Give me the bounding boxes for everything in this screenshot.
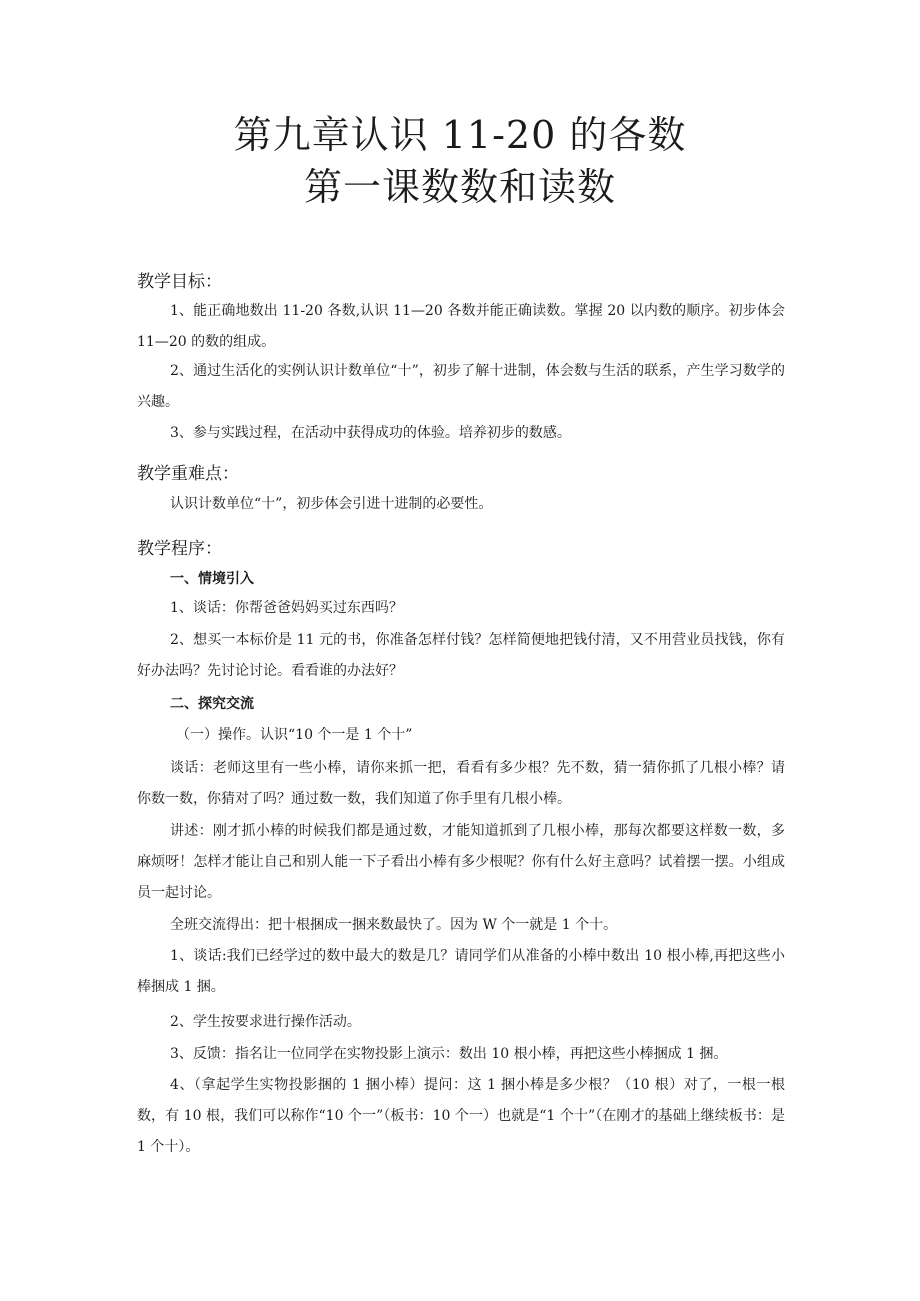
- key-points-text: 认识计数单位“十”，初步体会引进十进制的必要性。: [170, 496, 493, 512]
- section2-sub1: （一）操作。认识“10 个一是 1 个十”: [176, 727, 413, 743]
- procedure-heading: 教学程序：: [137, 539, 222, 559]
- objective-item-1: 1、能正确地数出 11-20 各数,认识 11—20 各数并能正确读数。掌握 20 以内数的顺序。初步体会 11—20 的数的组成。: [137, 303, 785, 350]
- section2-talk: 谈话：老师这里有一些小棒，请你来抓一把，看看有多少根？先不数，猜一猜你抓了几根小棒？请你数一数，你猜对了吗？通过数一数，我们知道了你手里有几根小棒。: [137, 760, 785, 807]
- section2-step-3: 3、反馈：指名让一位同学在实物投影上演示：数出 10 根小棒，再把这些小棒捆成 1 捆。: [170, 1046, 728, 1062]
- chapter-title: 第九章认识 11-20 的各数: [233, 113, 687, 157]
- section2-step-2: 2、学生按要求进行操作活动。: [170, 1014, 361, 1030]
- objectives-heading: 教学目标：: [137, 272, 222, 292]
- objective-item-3: 3、参与实践过程，在活动中获得成功的体验。培养初步的数感。: [170, 425, 571, 441]
- section2-step-1: 1、谈话:我们已经学过的数中最大的数是几？请同学们从准备的小棒中数出 10 根小棒,再把这些小棒捆成 1 捆。: [137, 948, 785, 995]
- section1-item-1: 1、谈话：你帮爸爸妈妈买过东西吗？: [170, 600, 403, 616]
- section2-step-4: 4、（拿起学生实物投影捆的 1 捆小棒）提问：这 1 捆小棒是多少根？（10 根）对了，一根一根数，有 10 根，我们可以称作“10 个一”（板书：10 个一）也就是“1 个十”（在刚才的基础上继续板书：是 1 个十）。: [137, 1077, 785, 1155]
- section2-title: 二、探究交流: [170, 696, 254, 712]
- key-points-heading: 教学重难点：: [137, 464, 239, 484]
- section2-conclusion: 全班交流得出：把十根捆成一捆来数最快了。因为 W 个一就是 1 个十。: [170, 917, 618, 933]
- section2-explain: 讲述：刚才抓小棒的时候我们都是通过数，才能知道抓到了几根小棒，那每次都要这样数一数，多麻烦呀！怎样才能让自己和别人能一下子看出小棒有多少根呢？你有什么好主意吗？试着摆一摆。小组成员一起讨论。: [137, 823, 785, 901]
- lesson-title: 第一课数数和读数: [303, 165, 616, 209]
- objective-item-2: 2、通过生活化的实例认识计数单位“十”，初步了解十进制，体会数与生活的联系，产生学习数学的兴趣。: [137, 363, 785, 410]
- section1-item-2: 2、想买一本标价是 11 元的书，你准备怎样付钱？怎样简便地把钱付清，又不用营业员找钱，你有好办法吗？先讨论讨论。看看谁的办法好？: [137, 632, 785, 679]
- section1-title: 一、情境引入: [170, 571, 254, 587]
